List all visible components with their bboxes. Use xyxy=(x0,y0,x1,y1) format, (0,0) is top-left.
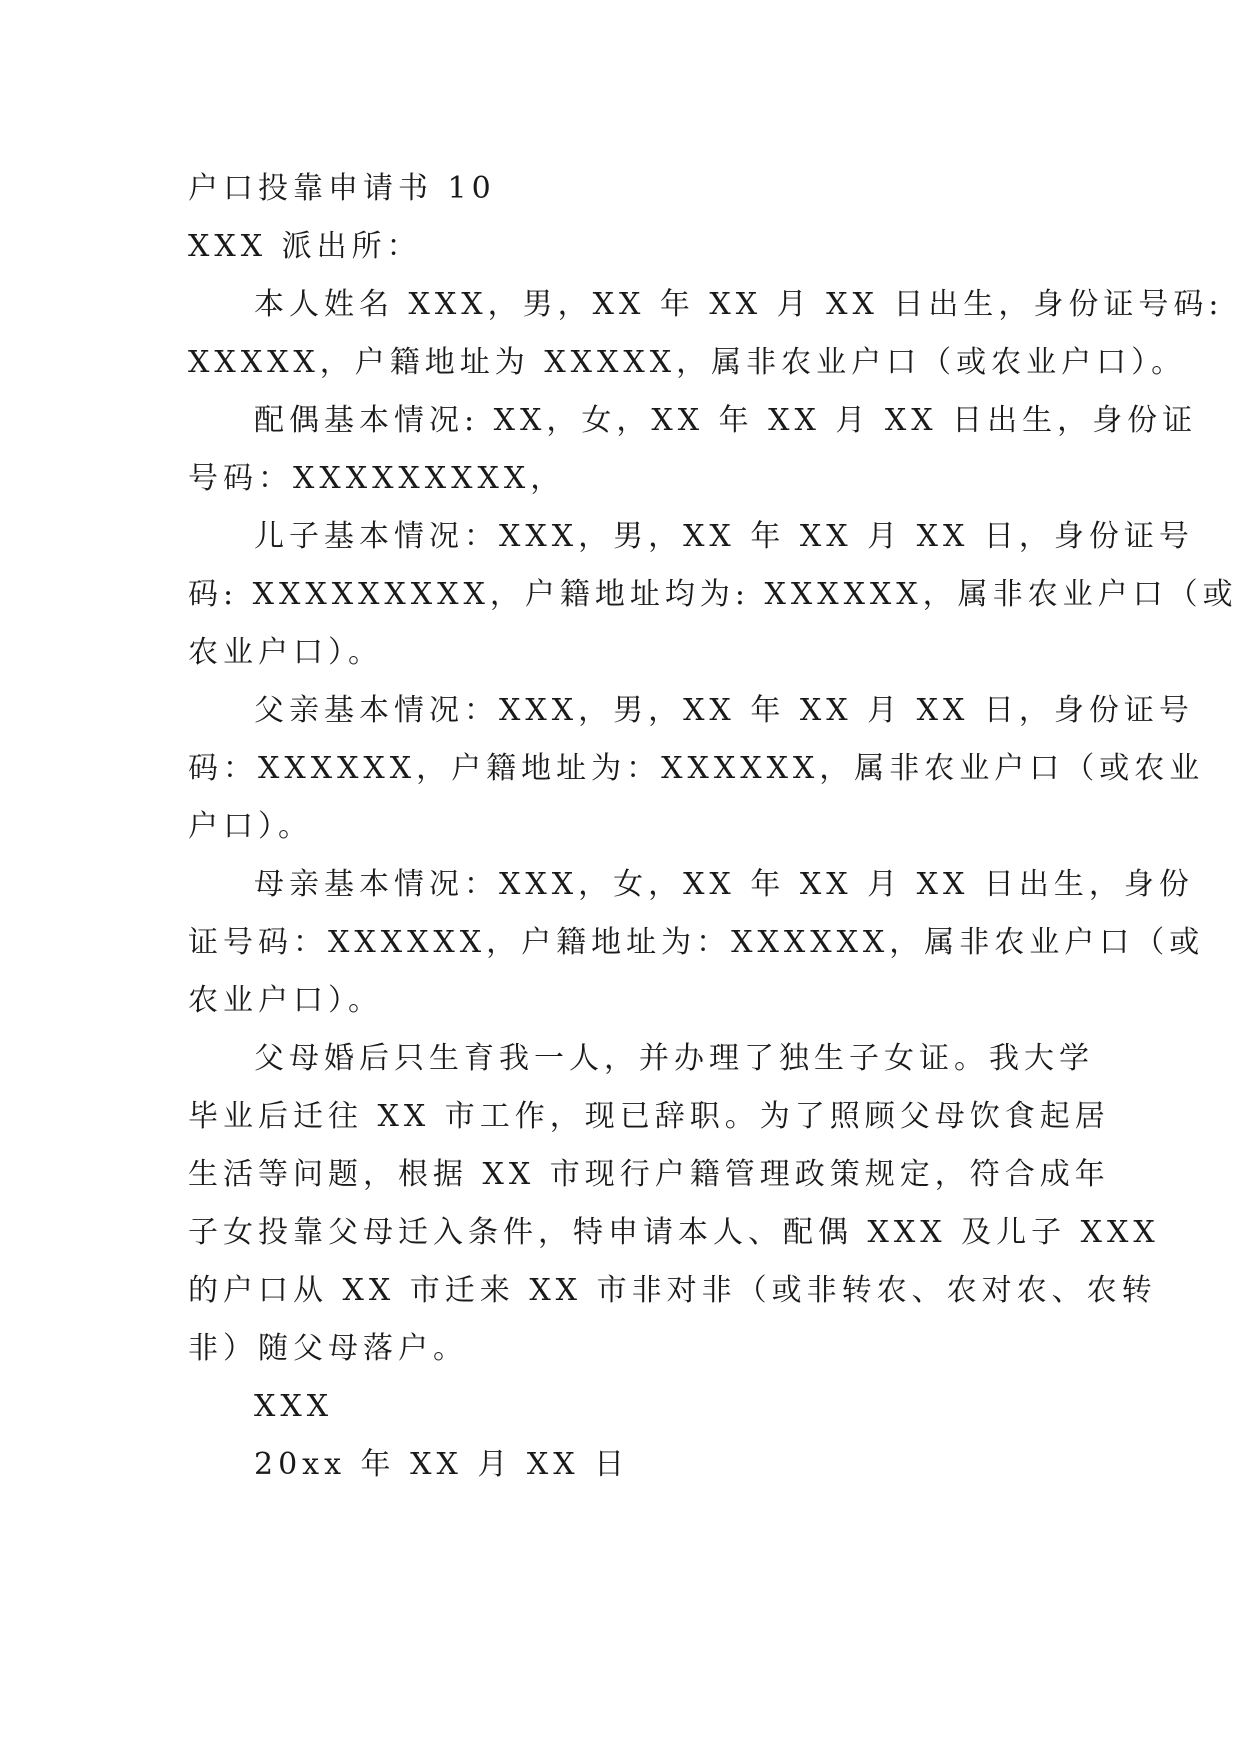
paragraph-line: 儿子基本情况：XXX，男，XX 年 XX 月 XX 日，身份证号 xyxy=(254,519,1194,554)
signature: XXX xyxy=(254,1389,334,1424)
paragraph-line: 子女投靠父母迁入条件，特申请本人、配偶 XXX 及儿子 XXX xyxy=(188,1215,1160,1250)
paragraph-father xyxy=(188,682,1205,856)
paragraph-mother xyxy=(188,856,1205,1030)
paragraph-line: 证号码：XXXXXX，户籍地址为：XXXXXX，属非农业户口（或 xyxy=(188,925,1205,960)
paragraph-line: 农业户口）。 xyxy=(188,983,383,1018)
paragraph-reason xyxy=(188,1030,1160,1378)
paragraph-line: 本人姓名 XXX，男，XX 年 XX 月 XX 日出生，身份证号码: xyxy=(254,287,1224,322)
paragraph-self xyxy=(188,276,1224,392)
paragraph-son xyxy=(188,508,1238,682)
document-title: 户口投靠申请书 10 xyxy=(188,171,496,206)
paragraph-line: 码: XXXXXXXXX，户籍地址均为: XXXXXX，属非农业户口（或 xyxy=(188,577,1238,612)
paragraph-line: 非）随父母落户。 xyxy=(188,1331,468,1366)
paragraph-line: 号码：XXXXXXXXX， xyxy=(188,461,566,496)
paragraph-line: 母亲基本情况：XXX，女，XX 年 XX 月 XX 日出生，身份 xyxy=(254,867,1194,902)
paragraph-line: 的户口从 XX 市迁来 XX 市非对非（或非转农、农对农、农转 xyxy=(188,1273,1157,1308)
paragraph-line: 码：XXXXXX，户籍地址为：XXXXXX，属非农业户口（或农业 xyxy=(188,751,1205,786)
paragraph-line: 农业户口）。 xyxy=(188,635,383,670)
paragraph-line: 生活等问题，根据 XX 市现行户籍管理政策规定，符合成年 xyxy=(188,1157,1110,1192)
date: 20xx 年 XX 月 XX 日 xyxy=(254,1447,630,1482)
paragraph-spouse xyxy=(188,392,1198,508)
paragraph-line: XXXXX，户籍地址为 XXXXX，属非农业户口（或农业户口）。 xyxy=(188,345,1187,380)
paragraph-line: 配偶基本情况: XX，女，XX 年 XX 月 XX 日出生，身份证 xyxy=(254,403,1198,438)
document-body xyxy=(188,160,1238,1494)
paragraph-line: 父亲基本情况：XXX，男，XX 年 XX 月 XX 日，身份证号 xyxy=(254,693,1194,728)
paragraph-line: 父母婚后只生育我一人，并办理了独生子女证。我大学 xyxy=(254,1041,1094,1076)
salutation: XXX 派出所： xyxy=(188,229,422,264)
paragraph-line: 毕业后迁往 XX 市工作，现已辞职。为了照顾父母饮食起居 xyxy=(188,1099,1110,1134)
paragraph-line: 户口）。 xyxy=(188,809,313,844)
